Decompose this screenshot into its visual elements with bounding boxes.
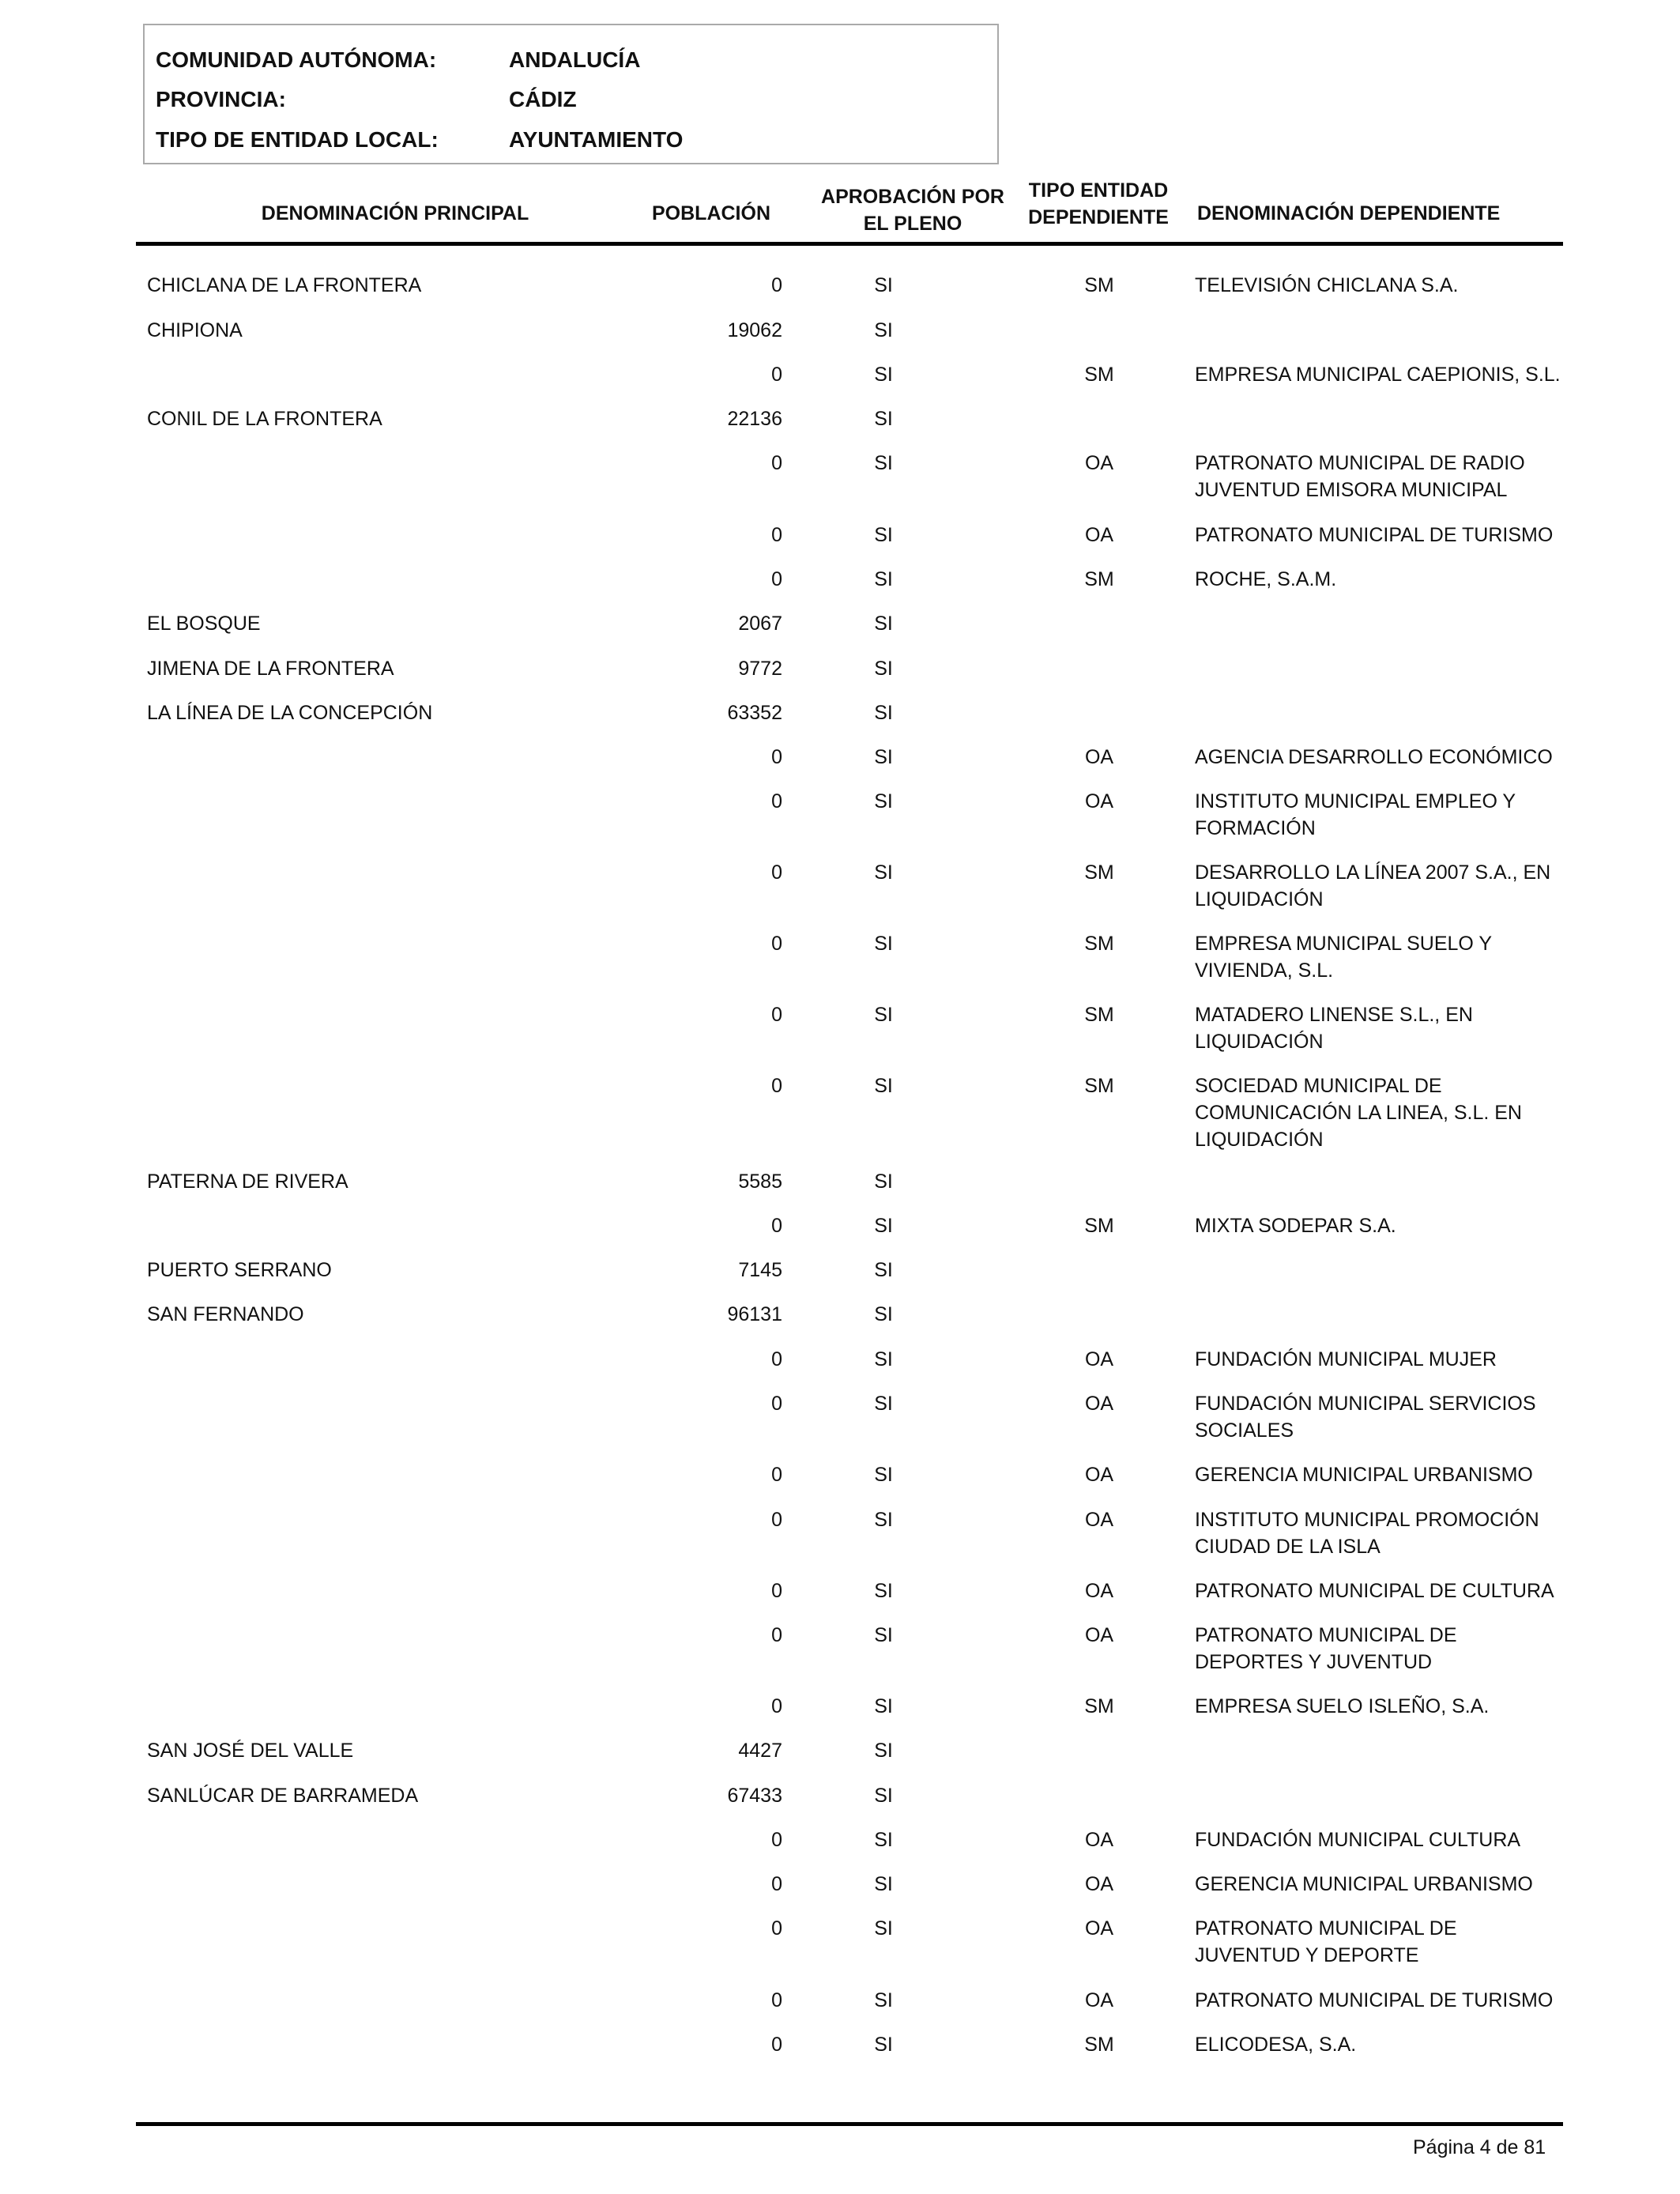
cell-tipo-entidad: OA — [1084, 746, 1114, 768]
cell-aprobacion: SI — [874, 364, 893, 386]
cell-tipo-entidad: OA — [1084, 790, 1114, 812]
cell-tipo-entidad: OA — [1084, 1348, 1114, 1370]
cell-denominacion-dependiente: PATRONATO MUNICIPAL DE TURISMO — [1195, 1989, 1554, 2011]
header-info-box — [143, 24, 999, 164]
cell-aprobacion: SI — [874, 1259, 893, 1281]
cell-poblacion: 5585 — [738, 1171, 782, 1193]
cell-denominacion-dependiente: DESARROLLO LA LÍNEA 2007 S.A., EN LIQUIDACIÓN — [1195, 861, 1551, 910]
cell-denominacion-principal: SAN JOSÉ DEL VALLE — [147, 1740, 354, 1762]
cell-poblacion: 9772 — [738, 658, 782, 680]
cell-poblacion: 0 — [771, 861, 782, 884]
cell-poblacion: 0 — [771, 1624, 782, 1646]
cell-poblacion: 0 — [771, 1917, 782, 1940]
cell-aprobacion: SI — [874, 1989, 893, 2011]
cell-denominacion-dependiente: EMPRESA MUNICIPAL SUELO Y VIVIENDA, S.L. — [1195, 933, 1492, 982]
cell-aprobacion: SI — [874, 1464, 893, 1486]
cell-aprobacion: SI — [874, 1695, 893, 1717]
cell-poblacion: 0 — [771, 1348, 782, 1370]
cell-poblacion: 0 — [771, 568, 782, 590]
cell-tipo-entidad: SM — [1084, 568, 1114, 590]
cell-poblacion: 0 — [771, 1989, 782, 2011]
cell-aprobacion: SI — [874, 1215, 893, 1237]
cell-denominacion-dependiente: PATRONATO MUNICIPAL DE DEPORTES Y JUVENTUD — [1195, 1624, 1457, 1673]
cell-denominacion-dependiente: TELEVISIÓN CHICLANA S.A. — [1195, 274, 1459, 296]
tipo-entidad-label: TIPO DE ENTIDAD LOCAL: — [156, 127, 439, 152]
cell-tipo-entidad: SM — [1084, 274, 1114, 296]
cell-tipo-entidad: SM — [1084, 364, 1114, 386]
col-header-tipo-line2: DEPENDIENTE — [1028, 206, 1169, 228]
col-header-tipo-entidad — [1027, 177, 1170, 231]
cell-poblacion: 0 — [771, 1580, 782, 1602]
cell-poblacion: 19062 — [727, 319, 782, 341]
cell-aprobacion: SI — [874, 861, 893, 884]
cell-poblacion: 0 — [771, 1829, 782, 1851]
cell-tipo-entidad: SM — [1084, 1075, 1114, 1097]
cell-tipo-entidad: SM — [1084, 2034, 1114, 2056]
cell-tipo-entidad: SM — [1084, 1695, 1114, 1717]
cell-tipo-entidad: OA — [1084, 1393, 1114, 1415]
provincia-value: CÁDIZ — [509, 87, 577, 111]
cell-aprobacion: SI — [874, 1624, 893, 1646]
cell-aprobacion: SI — [874, 524, 893, 546]
cell-poblacion: 0 — [771, 1695, 782, 1717]
cell-poblacion: 0 — [771, 1509, 782, 1531]
cell-poblacion: 0 — [771, 274, 782, 296]
cell-denominacion-principal: SAN FERNANDO — [147, 1303, 304, 1325]
cell-poblacion: 7145 — [738, 1259, 782, 1281]
cell-aprobacion: SI — [874, 319, 893, 341]
cell-denominacion-principal: CHICLANA DE LA FRONTERA — [147, 274, 422, 296]
cell-tipo-entidad: OA — [1084, 1580, 1114, 1602]
cell-denominacion-dependiente: INSTITUTO MUNICIPAL PROMOCIÓN CIUDAD DE LA ISLA — [1195, 1509, 1539, 1558]
cell-poblacion: 0 — [771, 790, 782, 812]
cell-poblacion: 96131 — [727, 1303, 782, 1325]
cell-denominacion-dependiente: MATADERO LINENSE S.L., EN LIQUIDACIÓN — [1195, 1004, 1473, 1053]
cell-aprobacion: SI — [874, 1393, 893, 1415]
cell-tipo-entidad: OA — [1084, 1624, 1114, 1646]
cell-aprobacion: SI — [874, 1740, 893, 1762]
comunidad-value: ANDALUCÍA — [509, 47, 641, 72]
cell-denominacion-principal: CONIL DE LA FRONTERA — [147, 408, 382, 430]
cell-poblacion: 2067 — [738, 613, 782, 635]
cell-denominacion-dependiente: PATRONATO MUNICIPAL DE CULTURA — [1195, 1580, 1554, 1602]
cell-poblacion: 0 — [771, 1393, 782, 1415]
cell-poblacion: 0 — [771, 933, 782, 955]
cell-denominacion-dependiente: ROCHE, S.A.M. — [1195, 568, 1337, 590]
cell-tipo-entidad: OA — [1084, 1464, 1114, 1486]
provincia-label: PROVINCIA: — [156, 87, 286, 111]
cell-aprobacion: SI — [874, 702, 893, 724]
cell-tipo-entidad: SM — [1084, 1215, 1114, 1237]
cell-denominacion-dependiente: FUNDACIÓN MUNICIPAL CULTURA — [1195, 1829, 1521, 1851]
cell-poblacion: 67433 — [727, 1785, 782, 1807]
cell-denominacion-principal: EL BOSQUE — [147, 613, 261, 635]
cell-tipo-entidad: OA — [1084, 1989, 1114, 2011]
cell-tipo-entidad: OA — [1084, 452, 1114, 474]
cell-denominacion-dependiente: EMPRESA MUNICIPAL CAEPIONIS, S.L. — [1195, 364, 1561, 386]
cell-denominacion-dependiente: PATRONATO MUNICIPAL DE RADIO JUVENTUD EMISORA MUNICIPAL — [1195, 452, 1525, 501]
cell-aprobacion: SI — [874, 408, 893, 430]
cell-denominacion-principal: SANLÚCAR DE BARRAMEDA — [147, 1785, 419, 1807]
col-header-tipo-line1: TIPO ENTIDAD — [1028, 179, 1169, 202]
cell-aprobacion: SI — [874, 1509, 893, 1531]
cell-denominacion-dependiente: SOCIEDAD MUNICIPAL DE COMUNICACIÓN LA LINEA, S.L. EN LIQUIDACIÓN — [1195, 1075, 1522, 1151]
col-header-denominacion-dependiente: DENOMINACIÓN DEPENDIENTE — [1197, 202, 1501, 224]
cell-aprobacion: SI — [874, 1004, 893, 1026]
cell-denominacion-dependiente: FUNDACIÓN MUNICIPAL MUJER — [1195, 1348, 1497, 1370]
comunidad-label: COMUNIDAD AUTÓNOMA: — [156, 47, 437, 72]
cell-aprobacion: SI — [874, 658, 893, 680]
cell-poblacion: 0 — [771, 364, 782, 386]
cell-poblacion: 0 — [771, 2034, 782, 2056]
cell-aprobacion: SI — [874, 568, 893, 590]
col-header-poblacion: POBLACIÓN — [652, 202, 770, 224]
cell-tipo-entidad: OA — [1084, 1509, 1114, 1531]
cell-aprobacion: SI — [874, 790, 893, 812]
cell-denominacion-dependiente: ELICODESA, S.A. — [1195, 2034, 1357, 2056]
cell-denominacion-dependiente: INSTITUTO MUNICIPAL EMPLEO Y FORMACIÓN — [1195, 790, 1516, 839]
cell-denominacion-dependiente: FUNDACIÓN MUNICIPAL SERVICIOS SOCIALES — [1195, 1393, 1536, 1442]
cell-tipo-entidad: OA — [1084, 1829, 1114, 1851]
cell-tipo-entidad: SM — [1084, 933, 1114, 955]
cell-denominacion-dependiente: GERENCIA MUNICIPAL URBANISMO — [1195, 1873, 1533, 1895]
tipo-entidad-value: AYUNTAMIENTO — [509, 127, 684, 152]
cell-aprobacion: SI — [874, 1580, 893, 1602]
cell-aprobacion: SI — [874, 452, 893, 474]
cell-denominacion-principal: PATERNA DE RIVERA — [147, 1171, 348, 1193]
cell-poblacion: 4427 — [738, 1740, 782, 1762]
cell-tipo-entidad: OA — [1084, 524, 1114, 546]
cell-aprobacion: SI — [874, 933, 893, 955]
col-header-aprobacion-line1: APROBACIÓN POR — [821, 186, 1004, 208]
cell-poblacion: 63352 — [727, 702, 782, 724]
cell-aprobacion: SI — [874, 1171, 893, 1193]
col-header-aprobacion-line2: EL PLENO — [863, 213, 962, 235]
cell-poblacion: 0 — [771, 746, 782, 768]
cell-aprobacion: SI — [874, 1829, 893, 1851]
cell-aprobacion: SI — [874, 613, 893, 635]
cell-denominacion-dependiente: AGENCIA DESARROLLO ECONÓMICO — [1195, 746, 1553, 768]
cell-denominacion-principal: PUERTO SERRANO — [147, 1259, 332, 1281]
cell-tipo-entidad: OA — [1084, 1917, 1114, 1940]
cell-poblacion: 0 — [771, 1004, 782, 1026]
cell-aprobacion: SI — [874, 274, 893, 296]
cell-poblacion: 22136 — [727, 408, 782, 430]
cell-denominacion-principal: CHIPIONA — [147, 319, 243, 341]
cell-aprobacion: SI — [874, 1348, 893, 1370]
cell-tipo-entidad: SM — [1084, 861, 1114, 884]
cell-denominacion-principal: LA LÍNEA DE LA CONCEPCIÓN — [147, 702, 433, 724]
cell-poblacion: 0 — [771, 1464, 782, 1486]
cell-aprobacion: SI — [874, 1873, 893, 1895]
cell-poblacion: 0 — [771, 1215, 782, 1237]
page-number: Página 4 de 81 — [1413, 2136, 1546, 2158]
cell-aprobacion: SI — [874, 2034, 893, 2056]
cell-poblacion: 0 — [771, 1873, 782, 1895]
cell-aprobacion: SI — [874, 746, 893, 768]
cell-aprobacion: SI — [874, 1075, 893, 1097]
cell-poblacion: 0 — [771, 524, 782, 546]
col-header-aprobacion — [798, 183, 1027, 237]
col-header-denominacion-principal: DENOMINACIÓN PRINCIPAL — [261, 202, 529, 224]
footer-rule — [136, 2122, 1563, 2126]
cell-tipo-entidad: SM — [1084, 1004, 1114, 1026]
cell-denominacion-dependiente: PATRONATO MUNICIPAL DE TURISMO — [1195, 524, 1554, 546]
cell-aprobacion: SI — [874, 1785, 893, 1807]
cell-aprobacion: SI — [874, 1303, 893, 1325]
cell-denominacion-dependiente: MIXTA SODEPAR S.A. — [1195, 1215, 1396, 1237]
cell-aprobacion: SI — [874, 1917, 893, 1940]
cell-denominacion-dependiente: PATRONATO MUNICIPAL DE JUVENTUD Y DEPORTE — [1195, 1917, 1457, 1966]
cell-denominacion-dependiente: GERENCIA MUNICIPAL URBANISMO — [1195, 1464, 1533, 1486]
cell-poblacion: 0 — [771, 1075, 782, 1097]
cell-denominacion-dependiente: EMPRESA SUELO ISLEÑO, S.A. — [1195, 1695, 1490, 1717]
cell-tipo-entidad: OA — [1084, 1873, 1114, 1895]
header-rule — [136, 242, 1563, 246]
cell-denominacion-principal: JIMENA DE LA FRONTERA — [147, 658, 394, 680]
cell-poblacion: 0 — [771, 452, 782, 474]
